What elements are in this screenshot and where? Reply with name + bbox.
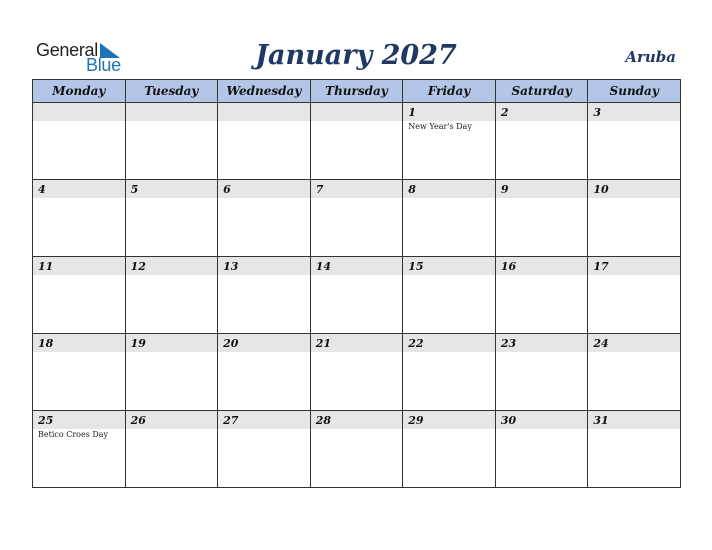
day-number: 30	[496, 411, 588, 429]
day-cell	[218, 411, 311, 488]
day-number	[311, 103, 403, 121]
logo-general-text: General	[36, 40, 98, 60]
day-cell	[218, 257, 311, 334]
day-cell	[125, 334, 218, 411]
day-cell	[495, 411, 588, 488]
week-row	[33, 334, 681, 411]
day-cell	[218, 103, 311, 180]
day-cell	[33, 180, 126, 257]
day-cell	[495, 103, 588, 180]
day-cell	[33, 334, 126, 411]
day-number	[33, 103, 125, 121]
week-row	[33, 103, 681, 180]
day-number: 9	[496, 180, 588, 198]
day-number: 11	[33, 257, 125, 275]
weekday-header: Thursday	[310, 80, 403, 103]
day-cell	[403, 257, 496, 334]
day-number: 6	[218, 180, 310, 198]
holiday-label: Betico Croes Day	[38, 430, 109, 439]
day-number: 16	[496, 257, 588, 275]
weekday-header: Sunday	[588, 80, 681, 103]
day-cell	[310, 103, 403, 180]
day-number: 25	[33, 411, 125, 429]
day-number: 18	[33, 334, 125, 352]
country-label: Aruba	[625, 48, 676, 66]
day-number: 10	[588, 180, 680, 198]
weekday-header-row	[33, 80, 681, 103]
day-number: 8	[403, 180, 495, 198]
day-cell	[310, 411, 403, 488]
day-cell	[33, 103, 126, 180]
week-row	[33, 257, 681, 334]
day-number: 29	[403, 411, 495, 429]
logo-blue-text: Blue	[86, 55, 121, 75]
day-cell	[403, 180, 496, 257]
day-number: 15	[403, 257, 495, 275]
day-number: 12	[126, 257, 218, 275]
day-cell	[588, 103, 681, 180]
day-number: 31	[588, 411, 680, 429]
weekday-header: Tuesday	[125, 80, 218, 103]
holiday-label: New Year's Day	[408, 122, 472, 131]
day-cell	[403, 334, 496, 411]
day-number: 26	[126, 411, 218, 429]
day-cell	[125, 180, 218, 257]
weekday-header: Monday	[33, 80, 126, 103]
day-number: 3	[588, 103, 680, 121]
day-cell	[125, 257, 218, 334]
day-cell	[218, 334, 311, 411]
day-cell	[310, 334, 403, 411]
day-cell	[588, 257, 681, 334]
day-cell	[218, 180, 311, 257]
weekday-header: Wednesday	[218, 80, 311, 103]
day-number: 1	[403, 103, 495, 121]
day-number: 24	[588, 334, 680, 352]
day-cell	[403, 103, 496, 180]
day-number: 2	[496, 103, 588, 121]
day-number: 14	[311, 257, 403, 275]
day-number	[126, 103, 218, 121]
day-number: 20	[218, 334, 310, 352]
day-number: 17	[588, 257, 680, 275]
day-number: 23	[496, 334, 588, 352]
day-number: 21	[311, 334, 403, 352]
day-cell	[588, 334, 681, 411]
day-cell	[495, 334, 588, 411]
day-cell	[125, 103, 218, 180]
day-number: 5	[126, 180, 218, 198]
day-cell	[33, 411, 126, 488]
day-number: 19	[126, 334, 218, 352]
day-cell	[125, 411, 218, 488]
day-cell	[495, 257, 588, 334]
day-number: 4	[33, 180, 125, 198]
weekday-header: Friday	[403, 80, 496, 103]
day-number: 22	[403, 334, 495, 352]
day-number: 27	[218, 411, 310, 429]
day-number: 28	[311, 411, 403, 429]
day-cell	[310, 257, 403, 334]
day-cell	[495, 180, 588, 257]
calendar-grid	[32, 79, 681, 488]
week-row	[33, 411, 681, 488]
day-cell	[588, 180, 681, 257]
weekday-header: Saturday	[495, 80, 588, 103]
day-number: 13	[218, 257, 310, 275]
day-cell	[310, 180, 403, 257]
day-cell	[403, 411, 496, 488]
day-number	[218, 103, 310, 121]
calendar-title: January 2027	[255, 40, 457, 71]
day-cell	[33, 257, 126, 334]
week-row	[33, 180, 681, 257]
day-cell	[588, 411, 681, 488]
day-number: 7	[311, 180, 403, 198]
